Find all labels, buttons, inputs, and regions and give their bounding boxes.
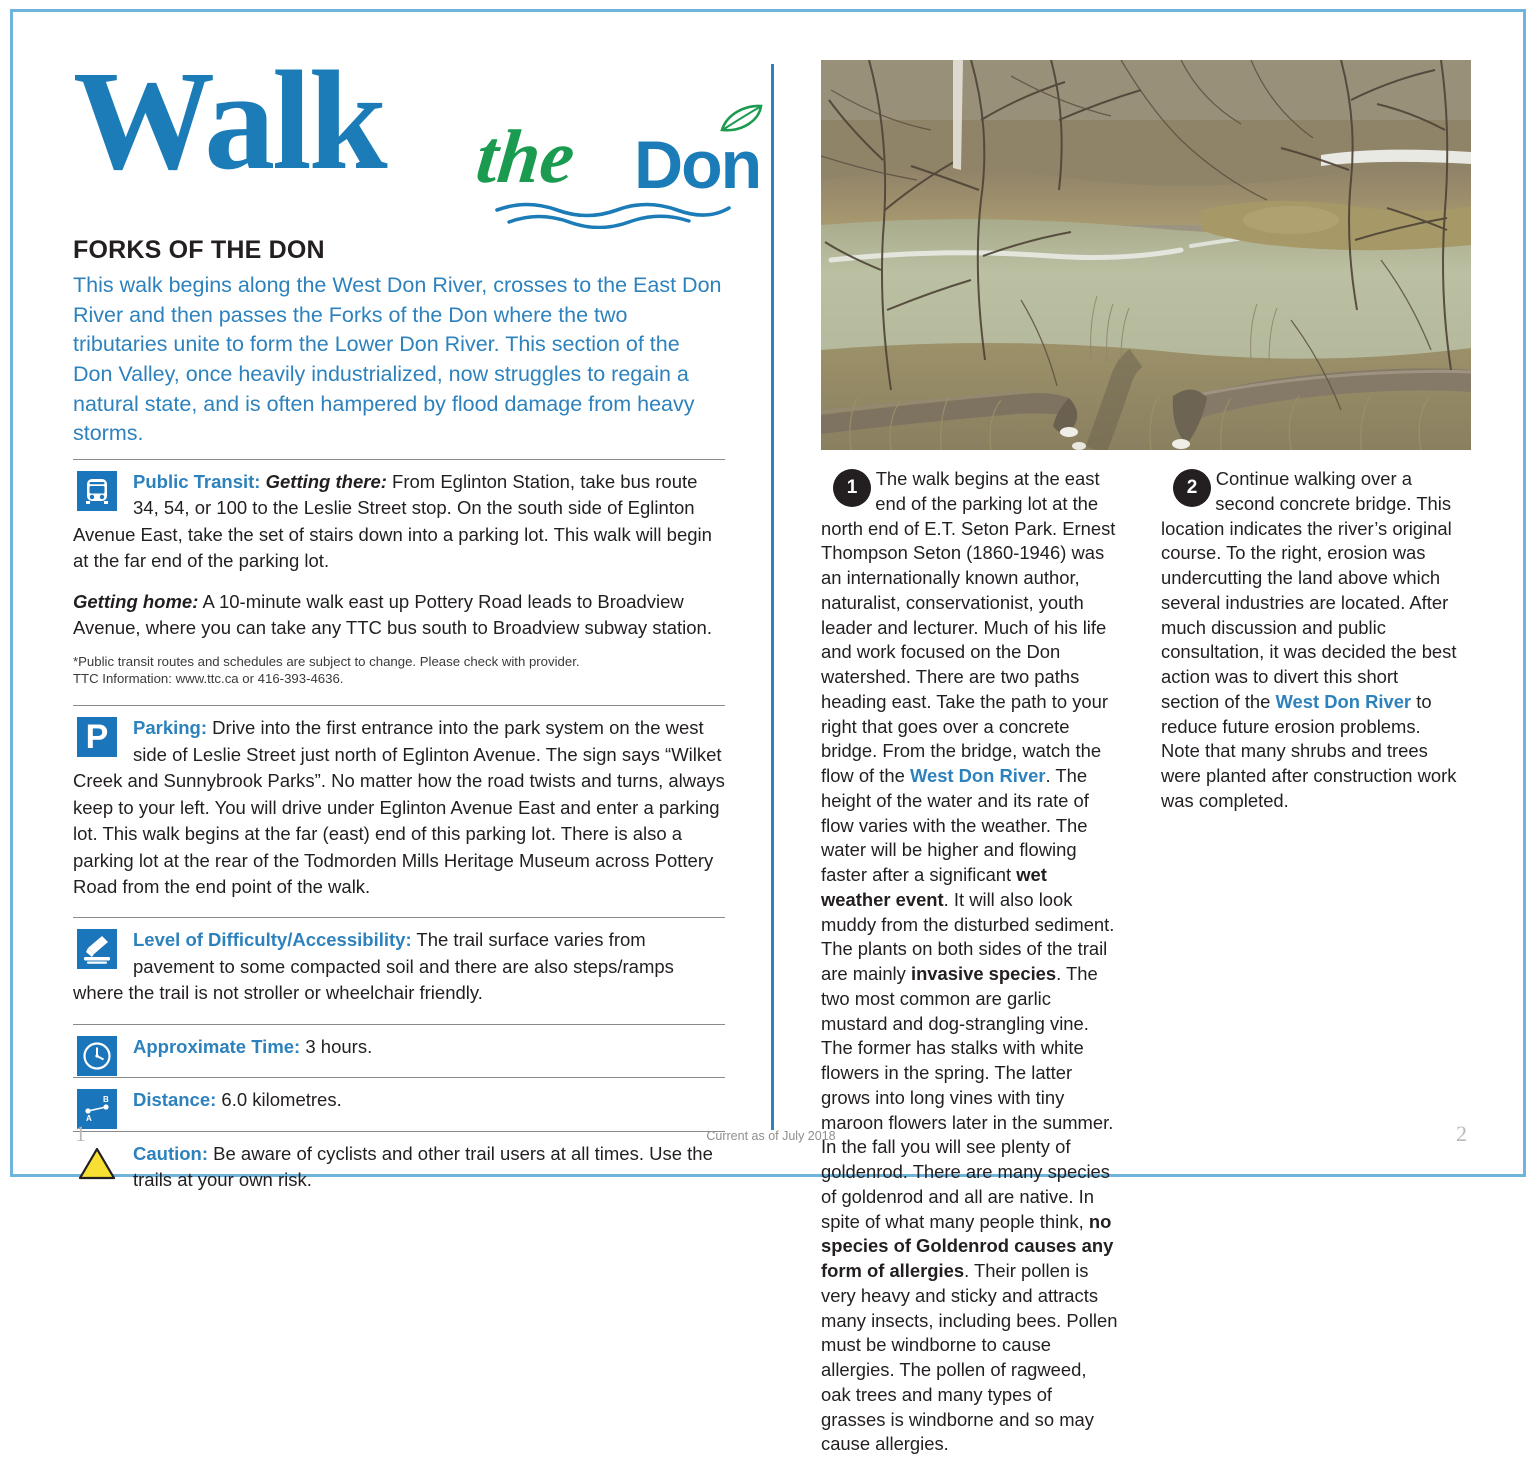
step1-part1: The walk begins at the east end of the parking lot at the north end of E.T. Seton Park. Ernest Thompson Seton (1860-1946) was an internationally known author, naturalist, conservationist, youth leader and lecturer. Much of his life and work focused on the Don watershed. There are two paths heading east. Take the path to your right that goes over a concrete bridge. From the bridge, watch the flow of the	[821, 468, 1116, 786]
walk-step-1	[821, 467, 1121, 1457]
text-column-right	[1161, 467, 1461, 830]
info-row-time	[73, 1025, 725, 1067]
getting-home-body: A 10-minute walk east up Pottery Road leads to Broadview Avenue, where you can take any TTC bus south to Broadview subway station.	[73, 590, 712, 639]
text-column-left	[821, 467, 1121, 1473]
step1-part3: . It will also look muddy from the disturbed sediment. The plants on both sides of the trail are mainly	[821, 888, 1115, 984]
transit-footnote-line1: *Public transit routes and schedules are subject to change. Please check with provider.	[73, 653, 580, 669]
info-row-public-transit	[73, 460, 725, 695]
difficulty-text	[73, 927, 725, 1006]
distance-label: Distance:	[133, 1089, 217, 1111]
goldenrod-allergies-emphasis: no species of Goldenrod causes any form of allergies	[821, 1210, 1114, 1281]
walk-step-2	[1161, 467, 1461, 814]
logo-word-don: Don	[634, 127, 761, 203]
intro-paragraph: This walk begins along the West Don River, crosses to the East Don River and then passes the Forks of the Don where the two tributaries unite to form the Lower Don River. This section of the Don Valley, once heavily industrialized, now struggles to regain a natural state, and is often hampered by flood damage from heavy storms.	[73, 273, 722, 446]
step1-part4: . The two most common are garlic mustard and dog-strangling vine. The former has stalks with white flowers in the spring. The latter grows into long vines with tiny maroon flowers later in the summer. In the fall you will see plenty of goldenrod. There are many species of goldenrod and all are native. In spite of what many people think,	[821, 963, 1114, 1232]
footstep-icon	[77, 929, 117, 969]
current-as-of-label: Current as of July 2018	[706, 1129, 836, 1143]
step2-part2: to reduce future erosion problems. Note that many shrubs and trees were planted after construction work was completed.	[1161, 690, 1457, 811]
step1-part2: . The height of the water and its rate of flow varies with the weather. The water will be higher and flowing faster after a significant	[821, 765, 1089, 885]
difficulty-label: Level of Difficulty/Accessibility:	[133, 929, 412, 951]
caution-label: Caution:	[133, 1142, 209, 1164]
getting-there-label: Getting there:	[265, 470, 387, 492]
time-text	[73, 1034, 725, 1060]
distance-body: 6.0 kilometres.	[216, 1089, 342, 1111]
step-number-badge-2: 2	[1173, 469, 1211, 507]
column-divider	[771, 64, 774, 1130]
parking-text	[73, 715, 725, 900]
svg-text:A: A	[86, 1114, 92, 1124]
left-column	[73, 41, 761, 1201]
time-label: Approximate Time:	[133, 1035, 301, 1057]
page-title: FORKS OF THE DON	[73, 236, 325, 264]
west-don-river-photo	[821, 60, 1471, 450]
caution-body: Be aware of cyclists and other trail users at all times. Use the trails at your own risk.	[133, 1142, 713, 1191]
page-number-right: 2	[1456, 1121, 1467, 1146]
parking-icon: P	[77, 717, 117, 757]
step2-part1: Continue walking over a second concrete bridge. This location indicates the river’s original course. To the right, erosion was undercutting the land above which several industries are located. After much discussion and public consultation, it was decided the best action was to divert this short section of the	[1161, 468, 1457, 712]
bus-icon	[77, 471, 117, 511]
getting-home-text	[73, 589, 725, 642]
public-transit-label: Public Transit:	[133, 470, 261, 492]
logo-word-walk: Walk	[73, 41, 385, 199]
brochure-page	[10, 9, 1526, 1455]
clock-icon	[77, 1036, 117, 1076]
svg-text:B: B	[103, 1095, 109, 1105]
time-body: 3 hours.	[300, 1035, 373, 1057]
parking-body: Drive into the first entrance into the park system on the west side of Leslie Street just north of Eglinton Avenue. The sign says “Wilket Creek and Sunnybrook Parks”. No matter how the road twists and turns, always keep to your left. You will drive under Eglinton Avenue East and enter a parking lot. This walk begins at the far (east) end of this parking lot. There is also a parking lot at the rear of the Todmorden Mills Heritage Museum across Pottery Road from the end point of the walk.	[73, 717, 725, 897]
getting-there-body: From Eglinton Station, take bus route 34, 54, or 100 to the Leslie Street stop. On the south side of Eglinton Avenue East, take the set of stairs down into a parking lot. This walk will begin at the far end of the parking lot.	[73, 470, 712, 572]
wet-weather-event-emphasis: wet weather event	[821, 864, 1047, 910]
step1-part5: . Their pollen is very heavy and sticky and attracts many insects, including bees. Pollen must be windborne to cause allergies. The pollen of ragweed, oak trees and many types of grasses is windborne and so may cause allergies.	[821, 1260, 1118, 1455]
getting-home-label: Getting home:	[73, 590, 199, 612]
walk-the-don-logo	[73, 41, 761, 222]
leaf-icon	[719, 104, 763, 139]
logo-word-the: the	[472, 115, 579, 199]
walk-description-columns	[821, 467, 1481, 1455]
info-row-parking	[73, 706, 725, 907]
invasive-species-emphasis: invasive species	[910, 963, 1057, 984]
difficulty-body: The trail surface varies from pavement to some compacted soil and there are also steps/ramps where the trail is not stroller or wheelchair friendly.	[73, 929, 674, 1004]
transit-footnote-line2: TTC Information: www.ttc.ca or 416-393-4636.	[73, 671, 344, 687]
parking-label: Parking:	[133, 717, 208, 739]
west-don-river-link-2: West Don River	[1275, 690, 1412, 712]
west-don-river-link-1: West Don River	[909, 765, 1046, 786]
water-wave-icon	[493, 201, 733, 234]
public-transit-text	[73, 469, 725, 575]
info-row-difficulty	[73, 918, 725, 1013]
page-number-left: 1	[75, 1121, 86, 1146]
step-number-badge-1: 1	[833, 469, 871, 507]
page-footer	[13, 1107, 1529, 1167]
transit-footnote	[73, 653, 725, 689]
